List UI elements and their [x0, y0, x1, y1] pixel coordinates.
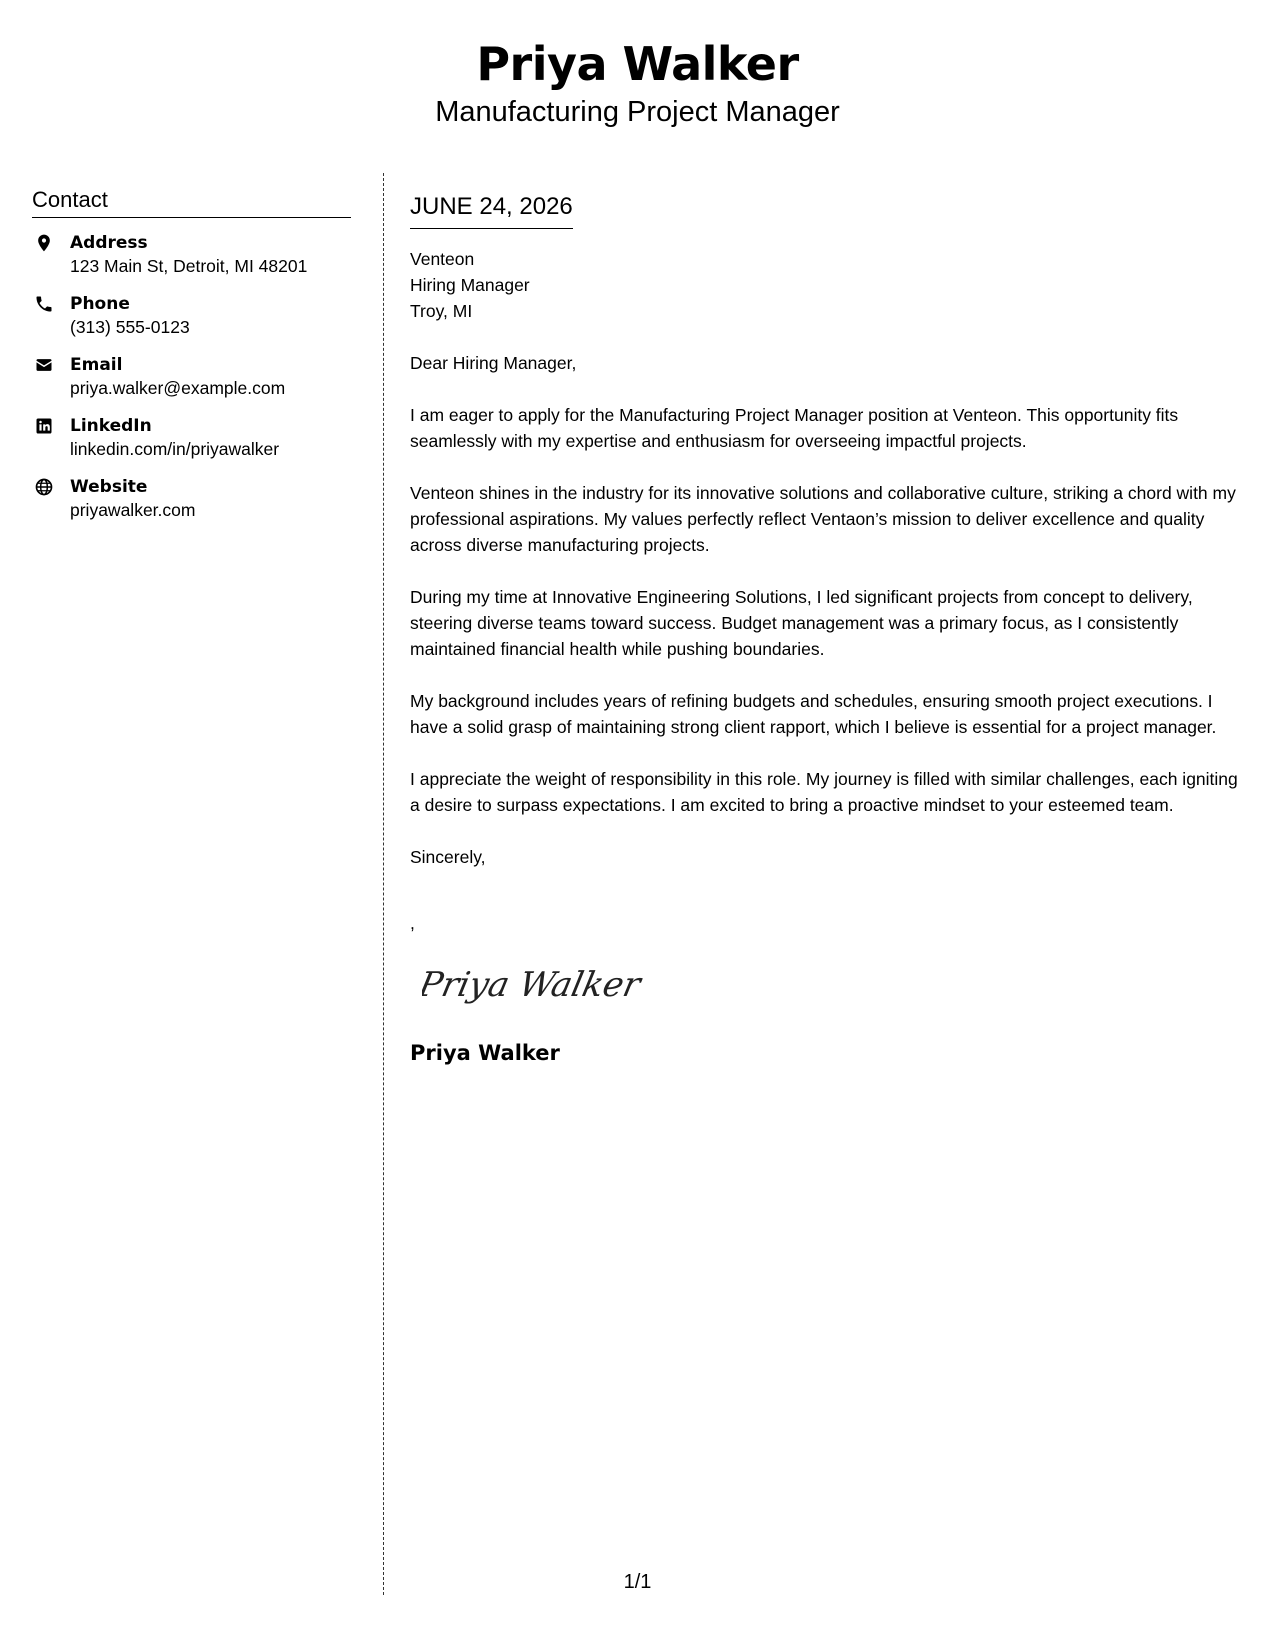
contact-email: [32, 354, 351, 401]
contact-heading: Contact: [32, 186, 351, 218]
contact-label: Phone: [70, 294, 130, 314]
paragraph-1: I am eager to apply for the Manufacturing Project Manager position at Venteon. This opportunity fits seamlessly with my expertise and enthusiasm for overseeing impactful projects.: [410, 405, 1179, 451]
contact-value: (313) 555-0123: [70, 317, 190, 337]
contact-value: priyawalker.com: [70, 500, 196, 520]
signer-name: Priya Walker: [410, 1041, 560, 1065]
linkedin-icon: [34, 416, 54, 436]
contact-address: [32, 232, 351, 279]
contact-linkedin: [32, 415, 351, 462]
contact-value: linkedin.com/in/priyawalker: [70, 439, 280, 459]
letter-body: [410, 190, 1250, 1067]
header: [0, 34, 1275, 130]
contact-phone: [32, 293, 351, 340]
paragraph-5: I appreciate the weight of responsibility in this role. My journey is filled with similar challenges, each igniting a desire to surpass expectations. I am excited to bring a proactive mindset to your esteemed team.: [410, 769, 1238, 815]
contact-label: Website: [70, 477, 148, 497]
paragraph-3: During my time at Innovative Engineering Solutions, I led significant projects from concept to delivery, steering diverse teams toward success. Budget management was a primary focus, as I consistently maintained financial health while pushing boundaries.: [410, 587, 1193, 659]
globe-icon: [34, 477, 54, 497]
contact-sidebar: [32, 186, 351, 523]
paragraph-4: My background includes years of refining budgets and schedules, ensuring smooth project executions. I have a solid grasp of maintaining strong client rapport, which I believe is essential for a project manager.: [410, 691, 1217, 737]
job-title: Manufacturing Project Manager: [435, 96, 840, 128]
contact-label: Address: [70, 233, 148, 253]
signature-text: Priya Walker: [422, 965, 644, 1005]
closing: Sincerely,: [410, 847, 486, 867]
email-icon: [34, 355, 54, 375]
contact-label: LinkedIn: [70, 416, 152, 436]
phone-icon: [34, 294, 54, 314]
page-number: 1/1: [623, 1571, 652, 1593]
letter-date: JUNE 24, 2026: [410, 190, 573, 229]
contact-value: 123 Main St, Detroit, MI 48201: [70, 256, 308, 276]
contact-value: priya.walker@example.com: [70, 378, 286, 398]
location-pin-icon: [34, 233, 54, 253]
column-divider: [383, 173, 384, 1595]
stray-comma: ,: [410, 913, 415, 933]
handwritten-signature: [422, 954, 662, 1014]
candidate-name: Priya Walker: [476, 37, 799, 91]
recipient-company: Venteon: [410, 249, 475, 269]
paragraph-2: Venteon shines in the industry for its innovative solutions and collaborative culture, striking a chord with my professional aspirations. My values perfectly reflect Ventaon’s mission to deliver excellence and quality across diverse manufacturing projects.: [410, 483, 1236, 555]
contact-label: Email: [70, 355, 123, 375]
recipient-role: Hiring Manager: [410, 275, 530, 295]
greeting: Dear Hiring Manager,: [410, 353, 577, 373]
contact-website: [32, 476, 351, 523]
recipient-location: Troy, MI: [410, 301, 473, 321]
recipient-block: [410, 246, 1250, 324]
